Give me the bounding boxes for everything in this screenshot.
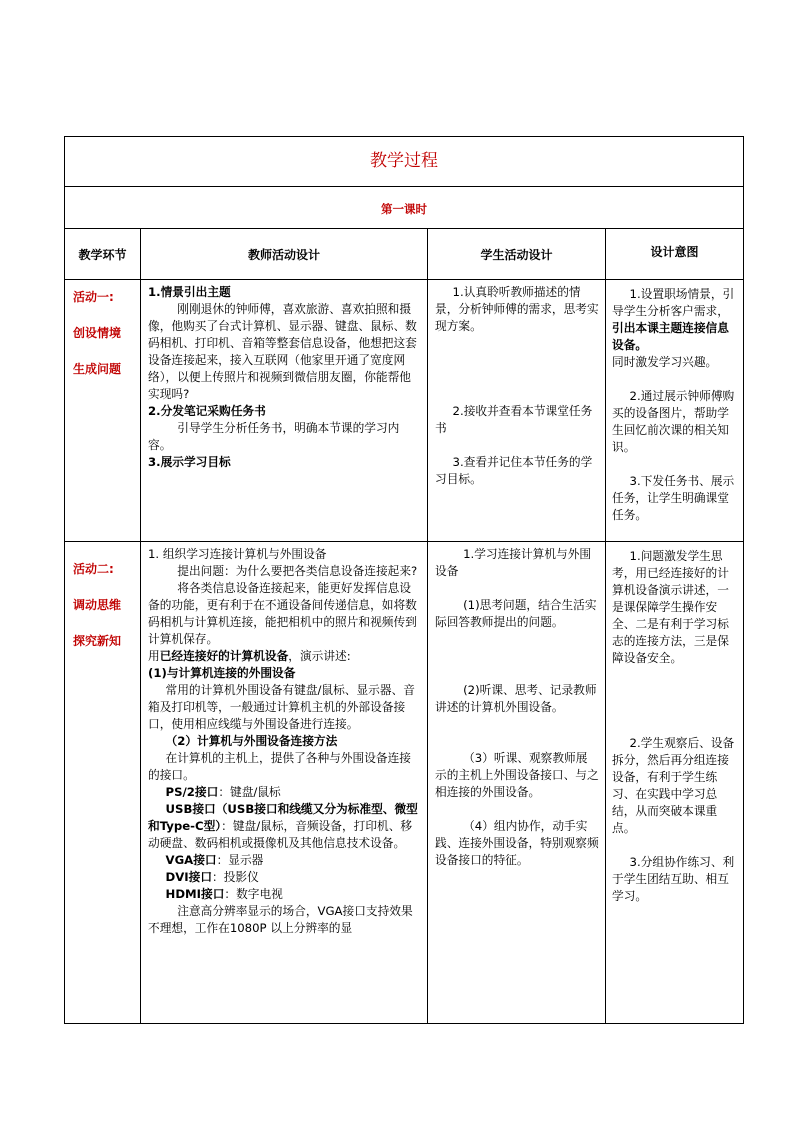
header-row	[65, 229, 744, 280]
activity-2-label-line: 调动思维	[73, 598, 122, 612]
activity-1-label	[65, 280, 141, 542]
header-student: 学生活动设计	[428, 229, 606, 280]
activity-row-1	[65, 280, 744, 542]
teacher-paragraph: 在计算机的主机上，提供了各种与外围设备连接的接口。	[148, 751, 411, 782]
teacher-paragraph: 刚刚退休的钟师傅，喜欢旅游、喜欢拍照和摄像，他购买了台式计算机、显示器、键盘、鼠标、数码相机、打印机、音箱等整套信息设备，他想把这套设备连接起来，接入互联网（他家里开通了宽度网络），以便上传照片和视频到微信朋友圈，你能帮他实现吗?	[148, 302, 417, 401]
teacher-paragraph: 常用的计算机外围设备有键盘/鼠标、显示器、音箱及打印机等，一般通过计算机主机的外部设备接口，使用相应线缆与外围设备进行连接。	[148, 683, 415, 731]
teacher-paragraph: 1. 组织学习连接计算机与外围设备	[148, 547, 327, 561]
teacher-paragraph: 提出问题：为什么要把各类信息设备连接起来?	[177, 564, 418, 578]
activity-2-student	[428, 542, 606, 1024]
header-intent: 设计意图	[606, 229, 744, 280]
activity-1-label-line: 生成问题	[73, 362, 122, 376]
title-cell	[65, 137, 744, 187]
port-name: USB接口（USB接口和线缆又分为标准型、微型和Type-C型）	[148, 802, 418, 833]
student-step: 2.接收并查看本节课堂任务书	[435, 404, 593, 435]
intent-text: 1.问题激发学生思考，用已经连接好的计算机设备演示讲述，一是课保障学生操作安全、二是有利于学习标志的连接方法，三是保障设备安全。	[612, 549, 729, 665]
intent-text: 2.通过展示钟师傅购买的设备图片，帮助学生回忆前次课的相关知识。	[612, 389, 735, 454]
teacher-heading: 1.情景引出主题	[148, 285, 231, 299]
teacher-paragraph: 将各类信息设备连接起来，能更好发挥信息设备的功能，更有利于在不通设备间传递信息，如将数码相机与计算机连接，能把相机中的照片和视频传到计算机保存。	[148, 581, 417, 646]
activity-row-2	[65, 542, 744, 1024]
activity-2-label-line: 探究新知	[73, 634, 122, 648]
header-teacher: 教师活动设计	[141, 229, 428, 280]
activity-2-teacher	[141, 542, 428, 1024]
subtitle-row	[65, 187, 744, 229]
intent-text: 2.学生观察后、设备拆分，然后再分组连接设备，有利于学生练习、在实践中学习总结，从而突破本课重点。	[612, 736, 735, 835]
port-name: HDMI接口	[165, 887, 225, 901]
activity-1-label-line: 创设情境	[73, 326, 122, 340]
student-step: 1.认真聆听教师描述的情景，分析钟师傅的需求，思考实现方案。	[435, 285, 599, 333]
table-title: 教学过程	[370, 151, 438, 171]
teacher-paragraph: 引导学生分析任务书，明确本节课的学习内容。	[148, 421, 400, 452]
port-devices: ：数字电视	[224, 887, 283, 901]
teacher-heading: 3.展示学习目标	[148, 455, 231, 469]
intent-highlight: 引出本课主题连接信息设备。	[612, 321, 729, 352]
teacher-text: 用	[148, 649, 160, 663]
port-devices: ：键盘/鼠标	[218, 785, 281, 799]
activity-2-intent	[606, 542, 744, 1024]
activity-2-label	[65, 542, 141, 1024]
table-subtitle: 第一课时	[381, 202, 427, 216]
student-step: （3）听课、观察教师展示的主机上外围设备接口、与之相连接的外围设备。	[435, 751, 599, 799]
port-name: DVI接口	[165, 870, 213, 884]
student-step: （4）组内协作，动手实践、连接外围设备，特别观察频设备接口的特征。	[435, 819, 599, 867]
port-devices: ：键盘/鼠标，音频设备，打印机、移动硬盘、数码相机或摄像机及其他信息技术设备。	[148, 819, 413, 850]
teacher-text: ，演示讲述:	[288, 649, 351, 663]
activity-1-teacher	[141, 280, 428, 542]
student-step: (1)思考问题，结合生活实际回答教师提出的问题。	[435, 598, 597, 629]
student-step: (2)听课、思考、记录教师讲述的计算机外围设备。	[435, 683, 597, 714]
activity-2-label-line: 活动二:	[73, 562, 114, 576]
port-devices: ：投影仪	[212, 870, 259, 884]
activity-1-student	[428, 280, 606, 542]
student-step: 3.查看并记住本节任务的学习目标。	[435, 455, 593, 486]
student-step: 1.学习连接计算机与外围设备	[435, 547, 592, 578]
teacher-highlight: 已经连接好的计算机设备	[159, 649, 289, 663]
subtitle-cell	[65, 187, 744, 229]
intent-text: 3.下发任务书、展示任务，让学生明确课堂任务。	[612, 474, 735, 522]
activity-1-intent	[606, 280, 744, 542]
teacher-heading: 2.分发笔记采购任务书	[148, 404, 266, 418]
intent-text: 3.分组协作练习、利于学生团结互助、相互学习。	[612, 855, 735, 903]
activity-1-label-line: 活动一:	[73, 290, 114, 304]
port-name: PS/2接口	[165, 785, 219, 799]
teacher-paragraph: 注意高分辨率显示的场合，VGA接口支持效果不理想，工作在1080P 以上分辨率的显	[148, 904, 413, 935]
header-stage: 教学环节	[65, 229, 141, 280]
port-name: VGA接口	[165, 853, 217, 867]
intent-text: 1.设置职场情景，引导学生分析客户需求，	[612, 287, 735, 318]
port-devices: ：显示器	[216, 853, 264, 867]
teacher-heading: (1)与计算机连接的外围设备	[148, 666, 296, 680]
title-row	[65, 137, 744, 187]
intent-text: 同时激发学习兴趣。	[612, 355, 718, 369]
lesson-plan-table	[64, 136, 744, 1024]
teacher-heading: （2）计算机与外围设备连接方法	[165, 734, 338, 748]
